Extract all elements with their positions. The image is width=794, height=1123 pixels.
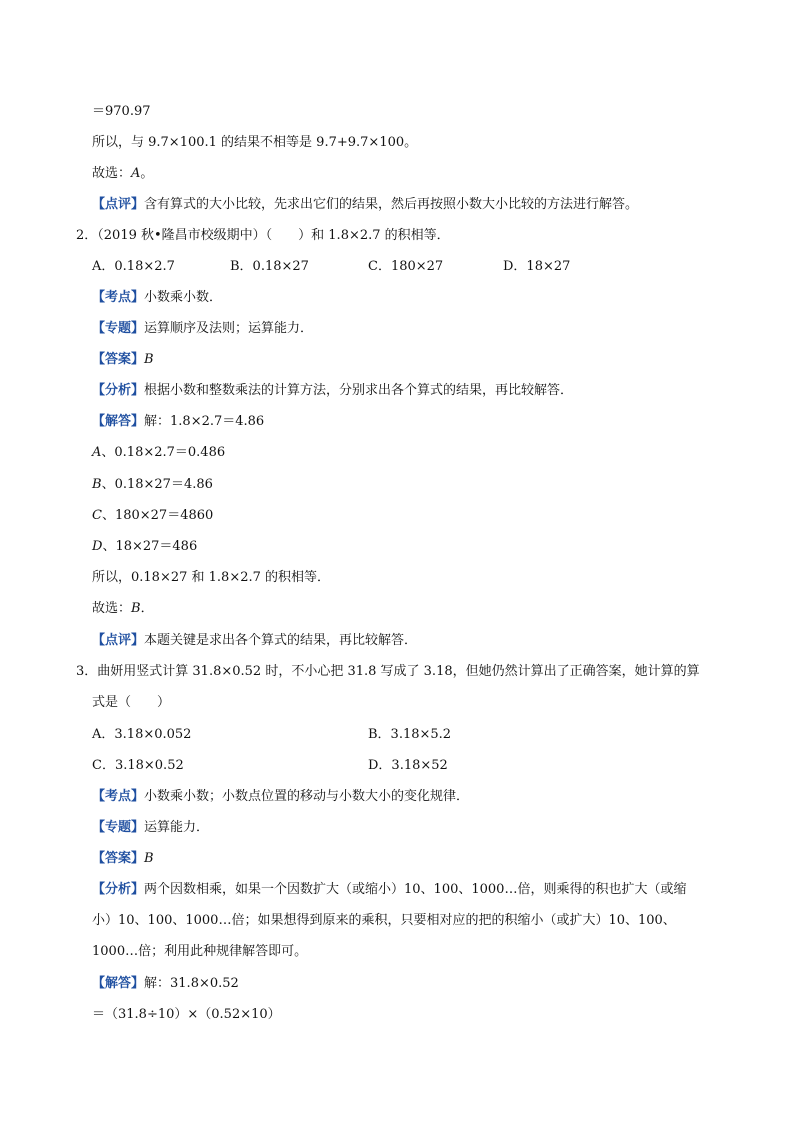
choose-letter: A [131,166,141,181]
jieda-text: 解：31.8×0.52 [144,976,239,991]
q1-conclusion: 所以，与 9.7×100.1 的结果不相等是 9.7+9.7×100。 [92,135,418,150]
q3-option-d: D．3.18×52 [368,758,448,773]
q2-conclusion: 所以，0.18×27 和 1.8×2.7 的积相等． [92,570,331,585]
q2-work-b [92,477,213,493]
comment-text: 本题关键是求出各个算式的结果，再比较解答． [144,633,418,648]
answer-text: B [144,851,154,866]
q3-zhuanti [92,820,209,836]
kaodian-tag: 【考点】 [92,290,145,305]
zhuanti-text: 运算能力． [144,820,210,835]
q2-comment [92,633,417,649]
work-letter: B [92,477,102,492]
choose-letter: B [131,601,141,616]
work-text: 、0.18×2.7＝0.486 [101,445,226,460]
q3-option-a: A．3.18×0.052 [92,727,192,742]
jieda-text: 解：1.8×2.7＝4.86 [144,414,265,429]
q2-jieda [92,414,264,430]
q3-answer [92,851,154,867]
q2-option-c: C．180×27 [368,259,444,274]
q3-fenxi-line1 [92,882,686,898]
q3-work-line: ＝（31.8÷10）×（0.52×10） [92,1007,281,1022]
q2-option-b: B．0.18×27 [230,259,309,274]
jieda-tag: 【解答】 [92,414,145,429]
kaodian-text: 小数乘小数；小数点位置的移动与小数大小的变化规律． [144,789,470,804]
kaodian-tag: 【考点】 [92,789,145,804]
q2-option-d: D．18×27 [503,259,571,274]
fenxi-text: 两个因数相乘，如果一个因数扩大（或缩小）10、100、1000…倍，则乘得的积也扩大（或缩 [144,882,687,897]
q2-answer [92,352,154,368]
q3-fenxi-line2: 小）10、100、1000…倍；如果想得到原来的乘积，只要相对应的把的积缩小（或扩大）10、100、 [92,913,676,928]
work-letter: D [92,539,103,554]
zhuanti-tag: 【专题】 [92,321,145,336]
choose-suffix: ． [140,601,154,616]
q1-result-line: ＝970.97 [92,104,151,119]
work-letter: C [92,508,102,523]
choose-label: 故选： [92,166,132,181]
jieda-tag: 【解答】 [92,976,145,991]
zhuanti-text: 运算顺序及法则；运算能力． [144,321,314,336]
answer-tag: 【答案】 [92,851,145,866]
q3-stem-line1: 3．曲妍用竖式计算 31.8×0.52 时，不小心把 31.8 写成了 3.18，但她仍然计算出了正确答案，她计算的算 [76,664,700,679]
q3-fenxi-line3: 1000…倍；利用此种规律解答即可。 [92,944,308,959]
comment-text: 含有算式的大小比较，先求出它们的结果，然后再按照小数大小比较的方法进行解答。 [144,197,639,212]
choose-label: 故选： [92,601,132,616]
q2-fenxi [92,383,573,399]
comment-tag: 【点评】 [92,197,145,212]
work-text: 、180×27＝4860 [101,508,214,523]
q1-comment [92,197,638,213]
kaodian-text: 小数乘小数． [144,290,223,305]
q1-choice [92,166,153,182]
q3-stem-line2: 式是（ ） [92,695,171,710]
choose-suffix: 。 [140,166,154,181]
answer-text: B [144,352,154,367]
fenxi-tag: 【分析】 [92,383,145,398]
q3-kaodian [92,789,469,805]
q2-option-a: A．0.18×2.7 [92,259,175,274]
q3-option-b: B．3.18×5.2 [368,727,452,742]
q2-choice [92,601,154,617]
q2-stem: 2．（2019 秋•隆昌市校级期中）（ ）和 1.8×2.7 的积相等． [76,228,450,243]
q3-jieda [92,976,239,992]
work-text: 、18×27＝486 [102,539,198,554]
comment-tag: 【点评】 [92,633,145,648]
q2-work-d [92,539,197,555]
fenxi-text: 根据小数和整数乘法的计算方法，分别求出各个算式的结果，再比较解答． [144,383,574,398]
zhuanti-tag: 【专题】 [92,820,145,835]
q2-zhuanti [92,321,313,337]
q2-kaodian [92,290,222,306]
work-text: 、0.18×27＝4.86 [101,477,213,492]
q2-work-a [92,445,225,461]
q2-work-c [92,508,213,524]
fenxi-tag: 【分析】 [92,882,145,897]
answer-tag: 【答案】 [92,352,145,367]
q3-option-c: C．3.18×0.52 [92,758,184,773]
work-letter: A [92,445,102,460]
